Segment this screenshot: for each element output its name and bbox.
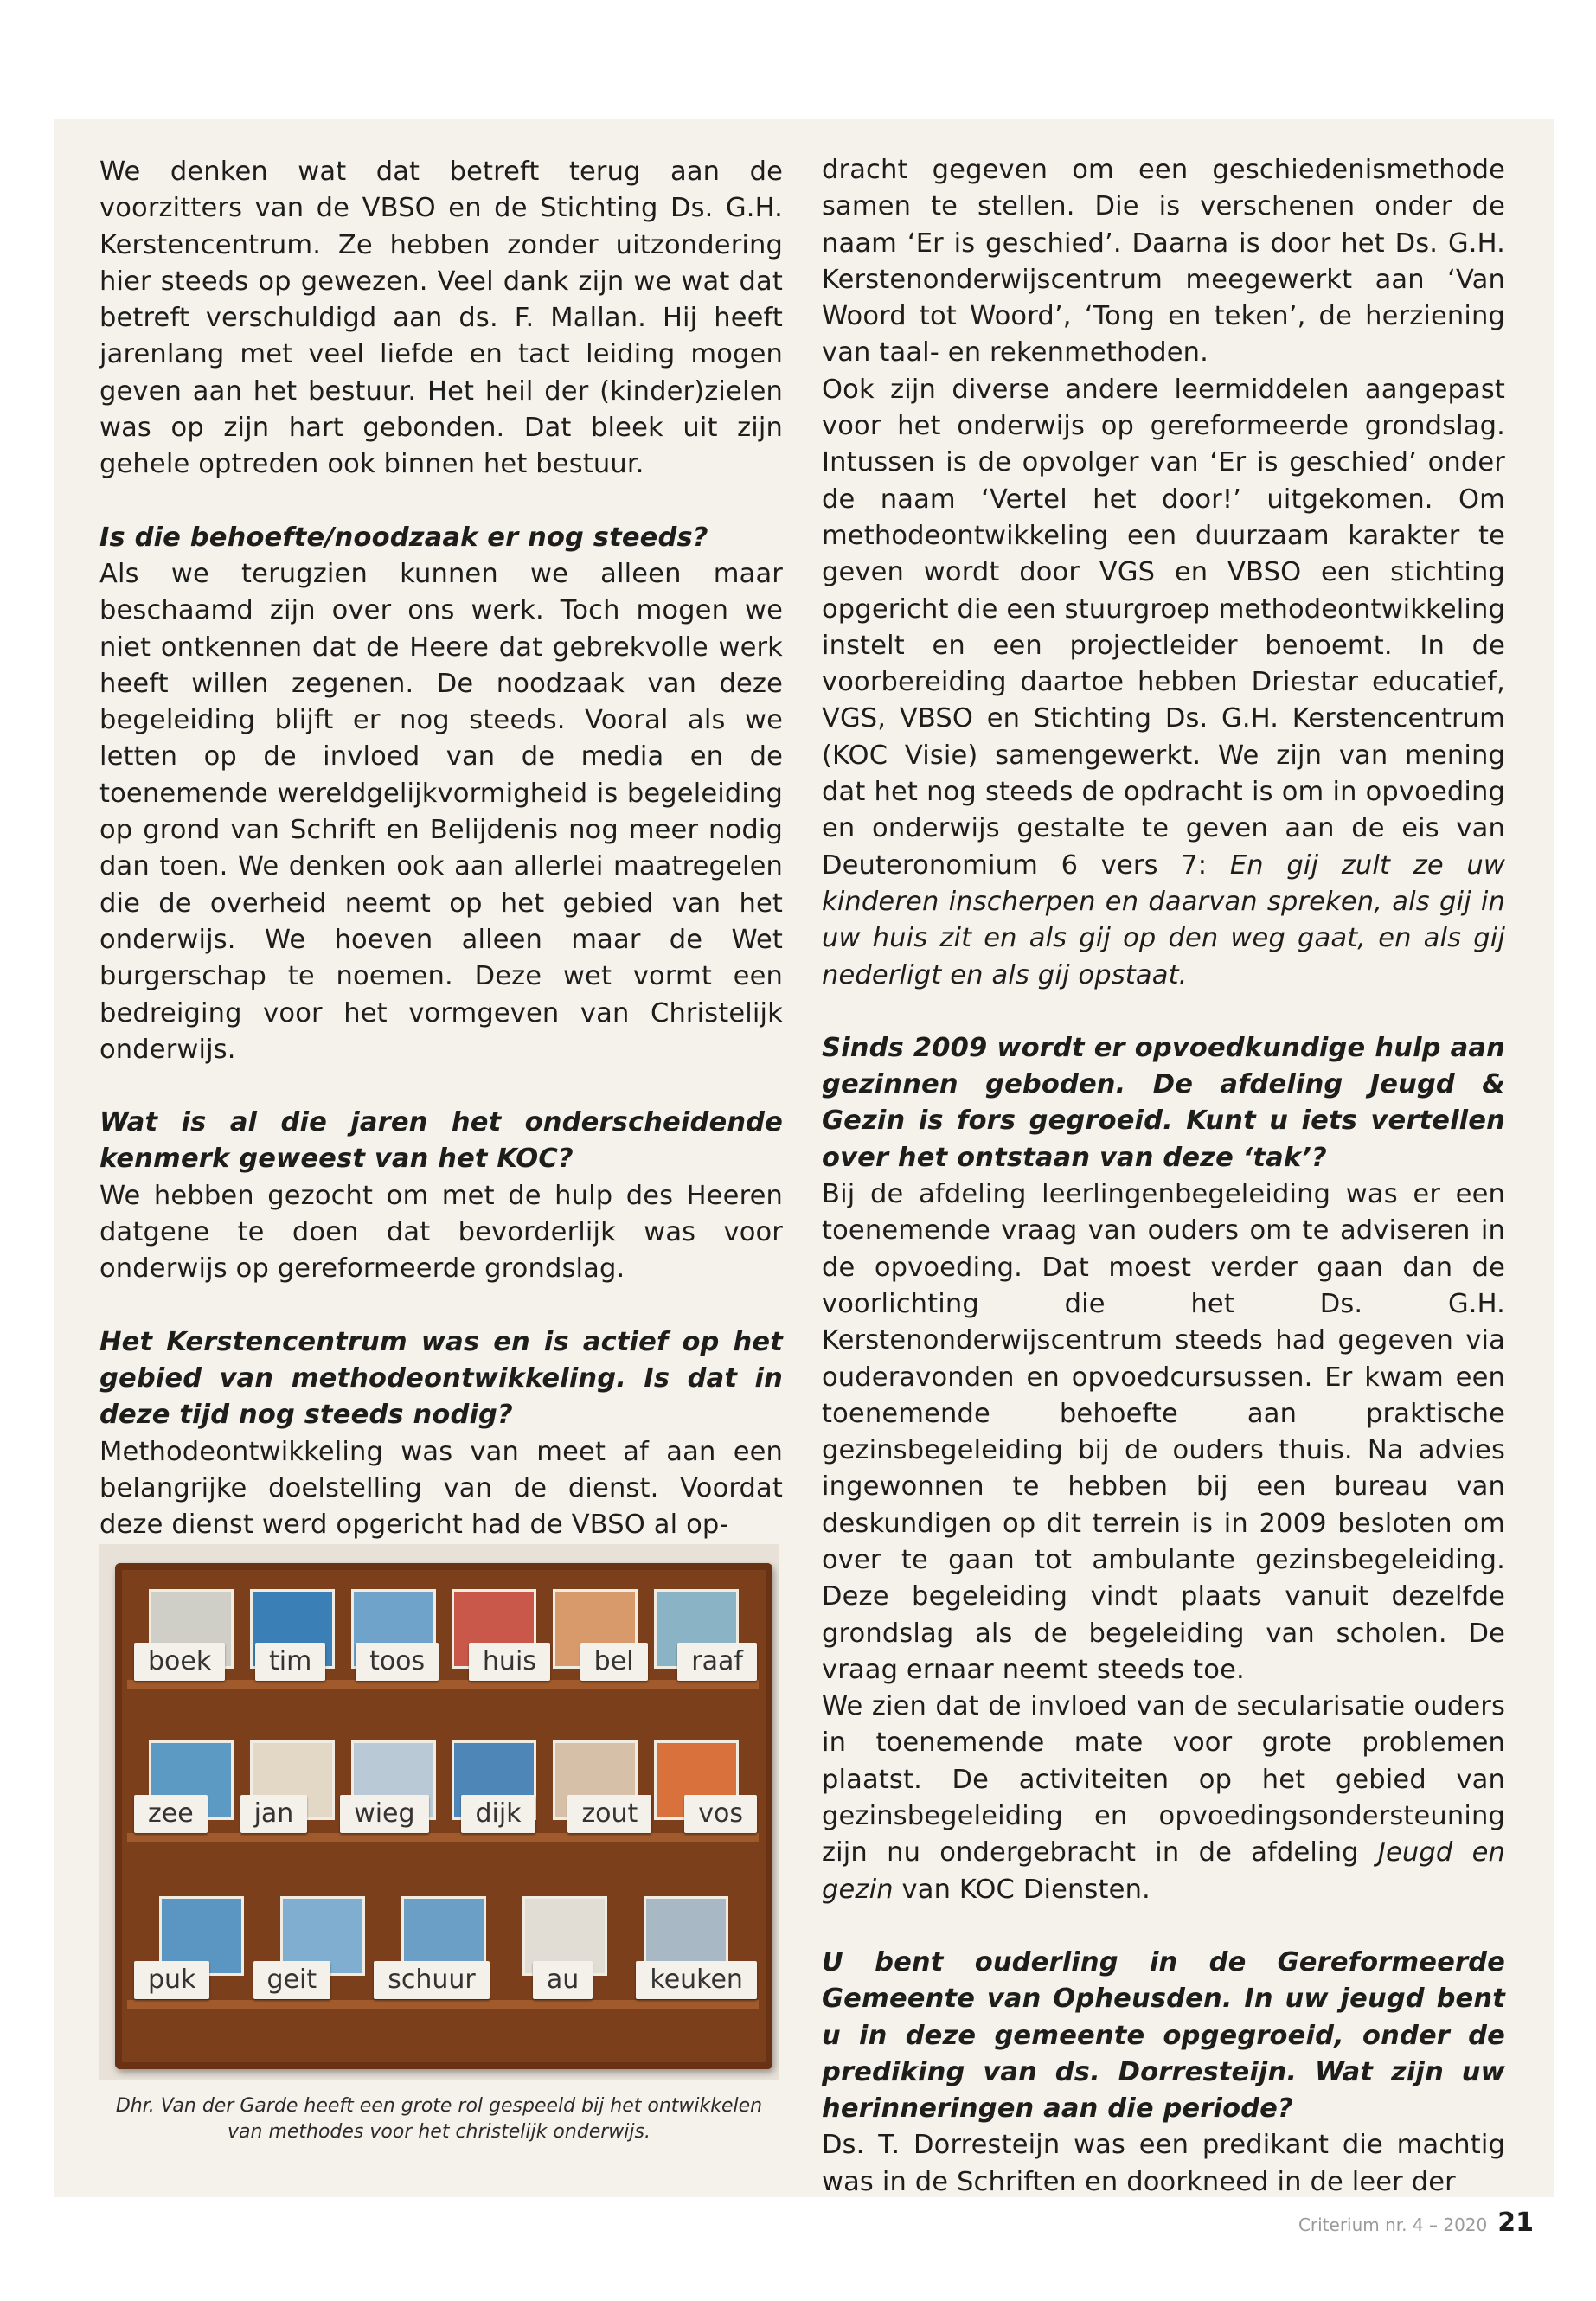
word-card: boek: [134, 1643, 225, 1681]
ledge: [127, 1833, 759, 1842]
department-name: Jeugd en gezin: [822, 1837, 1505, 1905]
question-heading: U bent ouderling in de Gereformeerde Gemeente van Opheusden. In uw jeugd bent u in deze gemeente opgegroeid, onder de prediking van ds. Dorresteijn. Wat zijn uw herinneringen aan die periode?: [822, 1946, 1505, 2125]
paragraph: Methodeontwikkeling was van meet af aan een belangrijke doelstelling van de dienst. Voordat deze dienst werd opgericht had de VBSO al op-: [99, 1436, 783, 1541]
photo-caption: Dhr. Van der Garde heeft een grote rol gespeeld bij het ontwikkelen van methodes voor het christelijk onderwijs.: [115, 2095, 763, 2143]
word-card: schuur: [374, 1961, 490, 1999]
ledge: [127, 1680, 759, 1689]
word-card: dijk: [461, 1795, 535, 1833]
ledge: [127, 2000, 759, 2009]
question-heading: Wat is al die jaren het onderscheidende kenmerk geweest van het KOC?: [99, 1107, 783, 1175]
paragraph-text: Ook zijn diverse andere leermiddelen aangepast voor het onderwijs op gereformeerde grondslag. Intussen is de opvolger van ‘Er is geschied’ onder de naam ‘Vertel het door!’ uitgekomen. Om methodeontwikkeling een duurzaam karakter te geven wordt door VGS en VBSO een stichting opgericht die een stuurgroep methodeontwikkeling instelt en een projectleider benoemt. In de voorbereiding daartoe hebben Driestar educatief, VGS, VBSO en Stichting Ds. G.H. Kerstencentrum (KOC Visie) samengewerkt. We zijn van mening dat het nog steeds de opdracht is om in opvoeding en onderwijs gestalte te geven aan de eis van Deuteronomium 6 vers 7:: [822, 374, 1505, 881]
paragraph: We denken wat dat betreft terug aan de voorzitters van de VBSO en de Stichting Ds. G.H. Kerstencentrum. Ze hebben zonder uitzondering hier steeds op gewezen. Veel dank zijn we wat dat betreft verschuldigd aan ds. F. Mallan. Hij heeft jarenlang met veel liefde en tact leiding mogen geven aan het bestuur. Het heil der (kinder)zielen was op zijn hart gebonden. Dat bleek uit zijn gehele optreden ook binnen het bestuur.: [99, 157, 783, 480]
word-card: geit: [253, 1961, 331, 1999]
bible-quote: En gij zult ze uw kinderen inscherpen en daarvan spreken, als gij in uw huis zit en als gij op den weg gaat, en als gij nederligt en als gij opstaat.: [822, 849, 1506, 990]
word-card-row: [134, 1643, 757, 1681]
question-heading: Het Kerstencentrum was en is actief op het gebied van methodeontwikkeling. Is dat in deze tijd nog steeds nodig?: [99, 1326, 783, 1431]
word-card: raaf: [677, 1643, 757, 1681]
word-card: zee: [134, 1795, 208, 1833]
classroom-board-photo: [99, 1544, 779, 2080]
paragraph-text: We zien dat de invloed van de secularisatie ouders in toenemende mate voor grote problemen plaatst. De activiteiten op het gebied van gezinsbegeleiding en opvoedingsondersteuning zijn nu ondergebracht in de afdeling: [822, 1691, 1505, 1868]
word-card: au: [533, 1961, 593, 1999]
word-card: bel: [580, 1643, 648, 1681]
word-card: tim: [255, 1643, 325, 1681]
word-card-row: [134, 1961, 757, 1999]
left-column: [99, 154, 783, 1543]
right-column: [822, 152, 1505, 2201]
paragraph: Als we terugzien kunnen we alleen maar beschaamd zijn over ons werk. Toch mogen we niet ontkennen dat de Heere dat gebrekvolle werk heeft willen zegenen. De noodzaak van deze begeleiding blijft er nog steeds. Vooral als we letten op de invloed van de media en de toenemende wereldgelijkvormigheid is begeleiding op grond van Schrift en Belijdenis nog meer nodig dan toen. We denken ook aan allerlei maatregelen die de overheid neemt op het gebied van het onderwijs. We hoeven alleen maar de Wet burgerschap te noemen. Deze wet vormt een bedreiging voor het vormgeven van Christelijk onderwijs.: [99, 558, 783, 1065]
magazine-issue: Criterium nr. 4 – 2020: [1298, 2214, 1488, 2235]
paragraph: [822, 1689, 1505, 1908]
paragraph: Bij de afdeling leerlingenbegeleiding was er een toenemende vraag van ouders om te adviseren in de opvoeding. Dat moest verder gaan dan de voorlichting die het Ds. G.H. Kerstenonderwijscentrum steeds had gegeven via ouderavonden en opvoedcursussen. Er kwam een toenemende behoefte aan praktische gezinsbegeleiding bij de ouders thuis. Na advies ingewonnen te hebben bij een bureau van deskundigen op dit terrein is in 2009 besloten om over te gaan tot ambulante gezinsbegeleiding. Deze begeleiding vindt plaats vanuit dezelfde grondslag als de begeleiding van scholen. De vraag ernaar neemt steeds toe.: [822, 1179, 1505, 1685]
word-board: [115, 1563, 772, 2069]
page-footer: [1298, 2208, 1534, 2238]
paragraph: We hebben gezocht om met de hulp des Heeren datgene te doen dat bevorderlijk was voor onderwijs op gereformeerde grondslag.: [99, 1180, 783, 1285]
paragraph-text: van KOC Diensten.: [893, 1874, 1151, 1905]
page-number: 21: [1497, 2208, 1534, 2238]
word-card: keuken: [636, 1961, 757, 1999]
question-heading: Is die behoefte/noodzaak er nog steeds?: [99, 522, 708, 553]
paragraph: [822, 372, 1505, 994]
paragraph: dracht gegeven om een geschiedenismethode samen te stellen. Die is verschenen onder de naam ‘Er is geschied’. Daarna is door het Ds. G.H. Kerstenonderwijscentrum meegewerkt aan ‘Van Woord tot Woord’, ‘Tong en teken’, de herziening van taal- en rekenmethoden.: [822, 155, 1505, 369]
word-card-row: [134, 1795, 757, 1833]
question-heading: Sinds 2009 wordt er opvoedkundige hulp aan gezinnen geboden. De afdeling Jeugd & Gezin is fors gegroeid. Kunt u iets vertellen over het ontstaan van deze ‘tak’?: [822, 1032, 1505, 1173]
word-card: toos: [356, 1643, 439, 1681]
word-card: jan: [240, 1795, 308, 1833]
word-card: vos: [684, 1795, 757, 1833]
word-card: zout: [567, 1795, 651, 1833]
word-card: puk: [134, 1961, 209, 1999]
word-card: wieg: [340, 1795, 428, 1833]
paragraph: Ds. T. Dorresteijn was een predikant die machtig was in de Schriften en doorkneed in de leer der: [822, 2130, 1505, 2197]
word-card: huis: [469, 1643, 550, 1681]
